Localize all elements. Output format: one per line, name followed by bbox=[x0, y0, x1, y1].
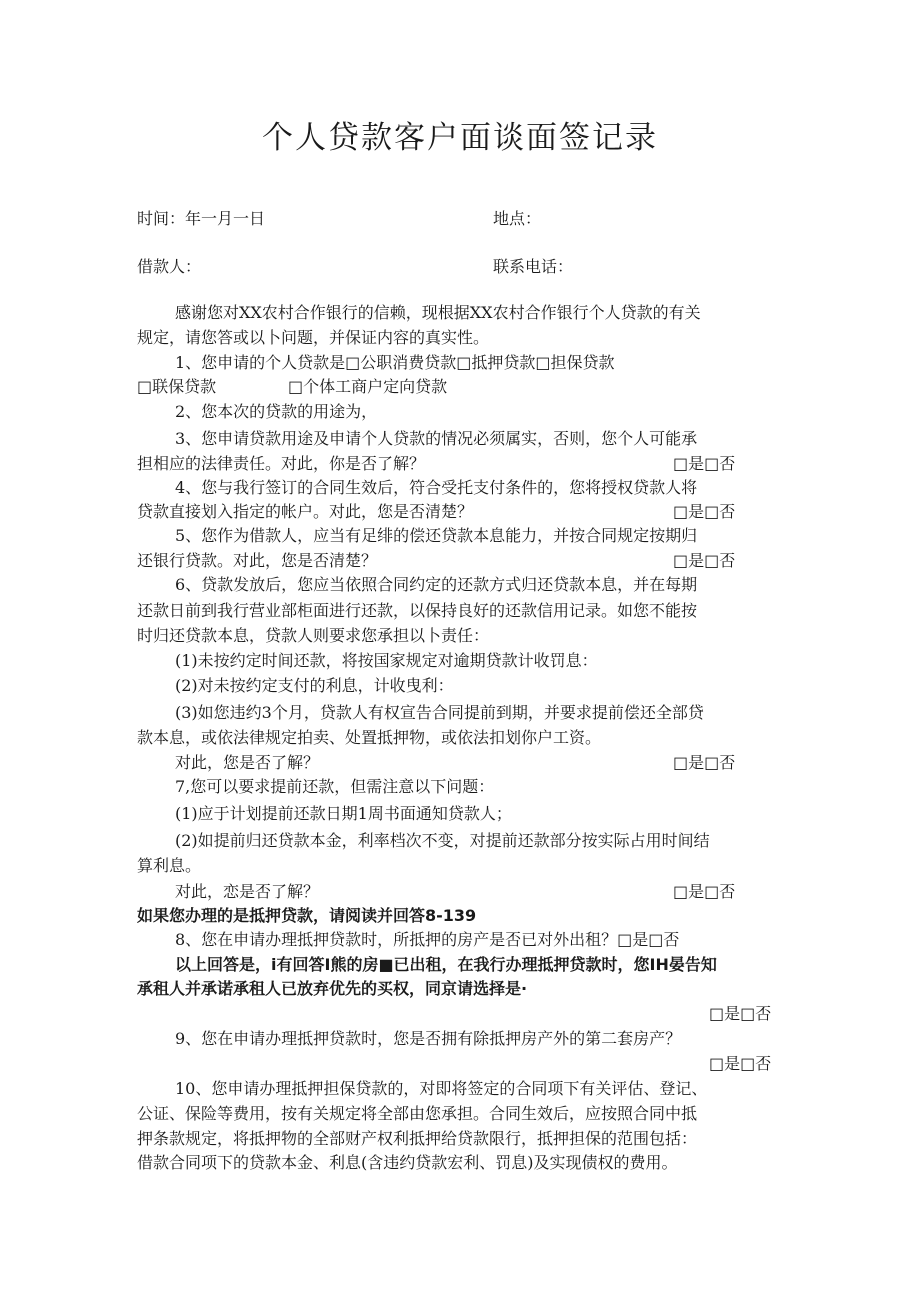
borrower-field: 借款人： bbox=[137, 257, 202, 276]
question-4: 4、您与我行签订的合同生效后，符合受托支付条件的，您将授权贷款人将 bbox=[175, 478, 698, 497]
question-10-line: 借款合同项下的贷款本金、利息(含违约贷款宏利、罚息)及实现债权的费用。 bbox=[137, 1153, 678, 1172]
question-5: 5、您作为借款人，应当有足绯的偿还贷款本息能力，并按合同规定按期归 bbox=[175, 526, 698, 545]
question-1: 1、您申请的个人贷款是□公职消费贷款□抵押贷款□担保贷款 bbox=[175, 353, 615, 372]
time-field: 时间：年一月一日 bbox=[137, 209, 266, 228]
question-7-item: (1)应于计划提前还款日期1周书面通知贷款人； bbox=[175, 804, 512, 823]
option-business-loan: □个体工商户定向贷款 bbox=[288, 377, 448, 396]
question-3: 3、您申请贷款用途及申请个人贷款的情况必须属实，否则，您个人可能承 bbox=[175, 429, 698, 448]
place-field: 地点： bbox=[493, 209, 542, 228]
phone-field: 联系电话： bbox=[493, 257, 574, 276]
q3-yes-no-checkbox[interactable]: □是□否 bbox=[673, 454, 736, 473]
question-3-line: 担相应的法律责任。对此，你是否了解？ bbox=[137, 454, 426, 473]
question-10: 10、您申请办理抵押担保贷款的，对即将签定的合同项下有关评估、登记、 bbox=[175, 1079, 708, 1098]
question-6-line: 时归还贷款本息，贷款人则要求您承担以卜责任： bbox=[137, 626, 490, 645]
question-4-line: 贷款直接划入指定的帐户。对此，您是否清楚？ bbox=[137, 502, 474, 521]
question-5-line: 还银行贷款。对此，您是否清楚？ bbox=[137, 551, 378, 570]
question-7-confirm: 对此，恋是否了解？ bbox=[175, 882, 320, 901]
question-6-item: (1)未按约定时间还款，将按国家规定对逾期贷款计收罚息： bbox=[175, 651, 598, 670]
question-10-line: 公证、保险等费用，按有关规定将全部由您承担。合同生效后，应按照合同中抵 bbox=[137, 1104, 698, 1123]
question-6-item: (2)对未按约定支付的利息，计收曳利： bbox=[175, 676, 454, 695]
question-6-line: 款本息，或依法律规定拍卖、处置抵押物，或依法扣划你户工资。 bbox=[137, 728, 602, 747]
intro-line: 规定，请您答或以卜问题，并保证内容的真实性。 bbox=[137, 328, 490, 347]
mortgage-section-note: 如果您办理的是抵押贷款，请阅读并回答8-139 bbox=[137, 906, 477, 925]
option-joint-guarantee: □联保贷款 bbox=[137, 377, 217, 396]
question-6-item: (3)如您违约3个月，贷款人有权宣告合同提前到期，并要求提前偿还全部贷 bbox=[175, 703, 704, 722]
question-10-line: 押条款规定，将抵押物的全部财产权利抵押给贷款限行，抵押担保的范围包括： bbox=[137, 1129, 698, 1148]
intro-line: 感谢您对XX农村合作银行的信赖，现根据XX农村合作银行个人贷款的有关 bbox=[175, 303, 701, 322]
question-7-line: 算利息。 bbox=[137, 856, 202, 875]
q9-yes-no-checkbox[interactable]: □是□否 bbox=[709, 1054, 772, 1073]
q6-yes-no-checkbox[interactable]: □是□否 bbox=[673, 753, 736, 772]
question-7-item: (2)如提前归还贷款本金，利率档次不变，对提前还款部分按实际占用时间结 bbox=[175, 831, 710, 850]
question-8: 8、您在申请办理抵押贷款时，所抵押的房产是否已对外出租？□是□否 bbox=[175, 930, 680, 949]
q8-yes-no-checkbox[interactable]: □是□否 bbox=[709, 1004, 772, 1023]
question-8-followup: 承租人并承诺承租人已放弃优先的买权，同京请选择是· bbox=[137, 979, 528, 998]
question-6: 6、贷款发放后，您应当依照合同约定的还款方式归还贷款本息，并在每期 bbox=[175, 575, 698, 594]
q7-yes-no-checkbox[interactable]: □是□否 bbox=[673, 882, 736, 901]
question-7: 7,您可以要求提前还款，但需注意以下问题： bbox=[175, 777, 495, 796]
question-6-confirm: 对此，您是否了解？ bbox=[175, 753, 320, 772]
q5-yes-no-checkbox[interactable]: □是□否 bbox=[673, 551, 736, 570]
q4-yes-no-checkbox[interactable]: □是□否 bbox=[673, 502, 736, 521]
document-title: 个人贷款客户面谈面签记录 bbox=[262, 120, 658, 156]
question-9: 9、您在申请办理抵押贷款时，您是否拥有除抵押房产外的第二套房产？ bbox=[175, 1029, 682, 1048]
question-8-followup: 以上回答是，i有回答I熊的房■已出租，在我行办理抵押贷款时，您IH晏告知 bbox=[175, 955, 717, 974]
question-6-line: 还款日前到我行营业部柜面进行还款，以保持良好的还款信用记录。如您不能按 bbox=[137, 601, 698, 620]
question-2: 2、您本次的贷款的用途为， bbox=[175, 402, 378, 421]
